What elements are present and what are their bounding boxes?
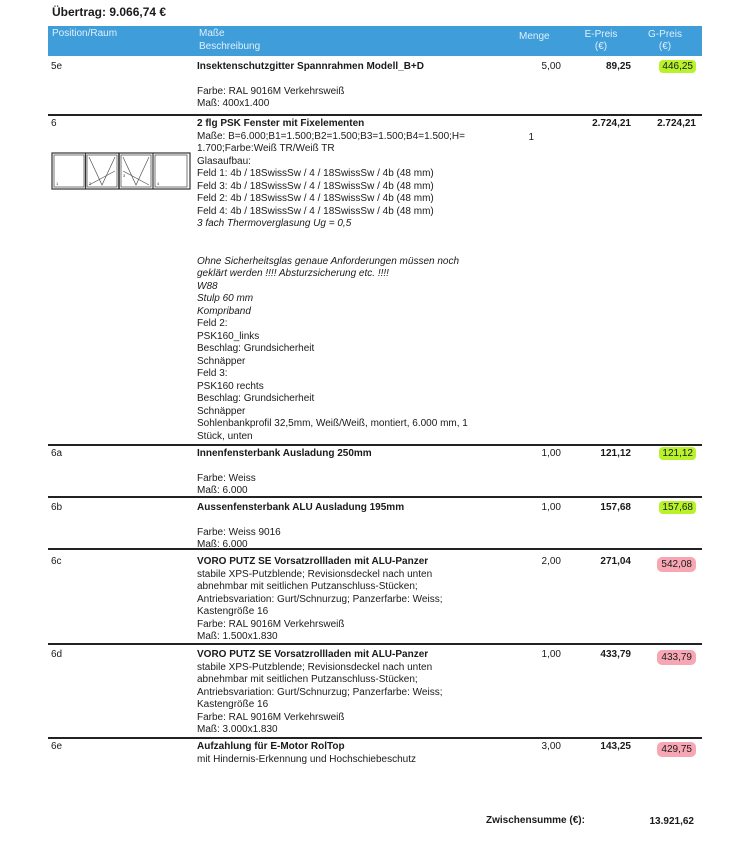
desc-line: Maß: 3.000x1.830 [197,724,278,735]
position: 6b [51,502,63,513]
desc-line: Feld 3: [197,368,228,379]
menge: 3,00 [541,741,561,752]
item-title: Insektenschutzgitter Spannrahmen Modell_B+D [197,61,424,72]
position: 6e [51,741,63,752]
window-diagram [51,152,191,190]
item-title: Innenfensterbank Ausladung 250mm [197,448,372,459]
desc-line: Maße: B=6.000;B1=1.500;B2=1.500;B3=1.500;B4=1.500;H= [197,130,465,142]
desc-line: Maß: 400x1.400 [197,98,270,109]
table-header [48,26,702,56]
row-divider [48,114,702,116]
position: 6a [51,448,63,459]
desc-line: PSK160 rechts [197,380,264,392]
desc-line: 1.700;Farbe:Weiß TR/Weiß TR [197,143,335,154]
desc-line: Feld 2: [197,318,228,329]
zwischensumme-value: 13.921,62 [649,816,694,827]
epreis: 157,68 [600,502,631,513]
desc-line: stabile XPS-Putzblende; Revisionsdeckel nach unten [197,661,433,673]
window-label: 2 [89,181,92,186]
desc-line: 3 fach Thermoverglasung Ug = 0,5 [197,218,352,229]
zwischensumme-label: Zwischensumme (€): [486,815,585,826]
menge: 2,00 [541,556,561,567]
desc-line: Farbe: RAL 9016M Verkehrsweiß [197,711,345,723]
desc-line: Farbe: RAL 9016M Verkehrsweiß [197,85,345,97]
description [197,502,517,552]
header-gpreis-unit: (€) [658,41,672,52]
epreis: 89,25 [605,61,631,72]
position: 6c [51,556,62,567]
description [197,556,517,644]
menge: 5,00 [541,61,561,72]
header-epreis-unit: (€) [594,41,608,52]
desc-line: Stück, unten [197,430,253,442]
position: 5e [51,61,63,72]
desc-line: Glasaufbau: [197,155,251,167]
desc-line: Farbe: Weiss [197,472,256,484]
row-divider [48,444,702,446]
gpreis: 429,75 [657,742,696,757]
note-line: Kompriband [197,305,251,317]
header-gpreis: G-Preis [648,29,682,40]
note-line: Ohne Sicherheitsglas genaue Anforderungen müssen noch [197,255,460,267]
position: 6 [51,118,57,129]
menge: 1 [528,132,534,143]
desc-line: Kastengröße 16 [197,699,269,710]
desc-line: Kastengröße 16 [197,606,269,617]
gpreis: 446,25 [659,60,696,73]
menge: 1,00 [541,502,561,513]
description [197,118,517,443]
epreis: 433,79 [600,649,631,660]
desc-line: Sohlenbankprofil 32,5mm, Weiß/Weiß, montiert, 6.000 mm, 1 [197,418,468,429]
desc-line: Schnäpper [197,405,246,417]
header-beschreibung: Beschreibung [199,41,261,52]
epreis: 2.724,21 [592,118,631,129]
item-title: VORO PUTZ SE Vorsatzrollladen mit ALU-Panzer [197,649,429,660]
header-masse: Maße [199,28,225,39]
header-position: Position/Raum [52,28,118,39]
desc-line: abnehmbar mit seitlichen Putzanschluss-Stücken; [197,674,418,685]
description [197,649,517,737]
epreis: 271,04 [600,556,631,567]
menge: 1,00 [541,448,561,459]
header-menge: Menge [519,31,550,42]
desc-line: Beschlag: Grundsicherheit [197,343,315,354]
desc-line: Farbe: RAL 9016M Verkehrsweiß [197,618,345,630]
window-label: 3 [123,173,126,178]
header-epreis: E-Preis [584,29,618,40]
epreis: 121,12 [600,448,631,459]
position: 6d [51,649,63,660]
desc-line: Maß: 6.000 [197,485,248,496]
window-label: 4 [157,181,160,186]
note-line: W88 [197,280,218,292]
desc-line: Schnäpper [197,355,246,367]
gpreis: 121,12 [659,447,696,460]
desc-line: Antriebsvariation: Gurt/Schnurzug; Panzerfarbe: Weiss; [197,686,443,698]
note-line: Stulp 60 mm [197,293,254,304]
desc-line: stabile XPS-Putzblende; Revisionsdeckel nach unten [197,568,433,580]
description [197,448,517,498]
desc-line: mit Hindernis-Erkennung und Hochschiebeschutz [197,753,417,765]
desc-line: Maß: 6.000 [197,539,248,550]
epreis: 143,25 [600,741,631,752]
item-title: Aufzahlung für E-Motor RolTop [197,741,345,752]
desc-line: Antriebsvariation: Gurt/Schnurzug; Panzerfarbe: Weiss; [197,593,443,605]
item-title: 2 flg PSK Fenster mit Fixelementen [197,118,365,129]
row-divider [48,737,702,739]
window-label: 1 [56,181,59,186]
desc-line: Feld 3: 4b / 18SwissSw / 4 / 18SwissSw / 4b (48 mm) [197,180,434,192]
description [197,61,517,111]
menge: 1,00 [541,649,561,660]
note-line: geklärt werden !!!! Absturzsicherung etc. !!!! [197,268,389,279]
gpreis: 157,68 [659,501,696,514]
desc-line: PSK160_links [197,330,260,342]
desc-line: Maß: 1.500x1.830 [197,631,278,642]
desc-line: Beschlag: Grundsicherheit [197,393,315,404]
uebertrag: Übertrag: 9.066,74 € [52,5,167,19]
description [197,741,517,766]
gpreis: 433,79 [657,650,696,665]
gpreis: 2.724,21 [657,118,696,129]
item-title: VORO PUTZ SE Vorsatzrollladen mit ALU-Panzer [197,556,429,567]
desc-line: Farbe: Weiss 9016 [197,526,281,538]
desc-line: Feld 4: 4b / 18SwissSw / 4 / 18SwissSw / 4b (48 mm) [197,205,434,217]
item-title: Aussenfensterbank ALU Ausladung 195mm [197,502,405,513]
desc-line: Feld 1: 4b / 18SwissSw / 4 / 18SwissSw / 4b (48 mm) [197,168,434,179]
desc-line: abnehmbar mit seitlichen Putzanschluss-Stücken; [197,581,418,592]
gpreis: 542,08 [657,557,696,572]
desc-line: Feld 2: 4b / 18SwissSw / 4 / 18SwissSw / 4b (48 mm) [197,193,434,204]
